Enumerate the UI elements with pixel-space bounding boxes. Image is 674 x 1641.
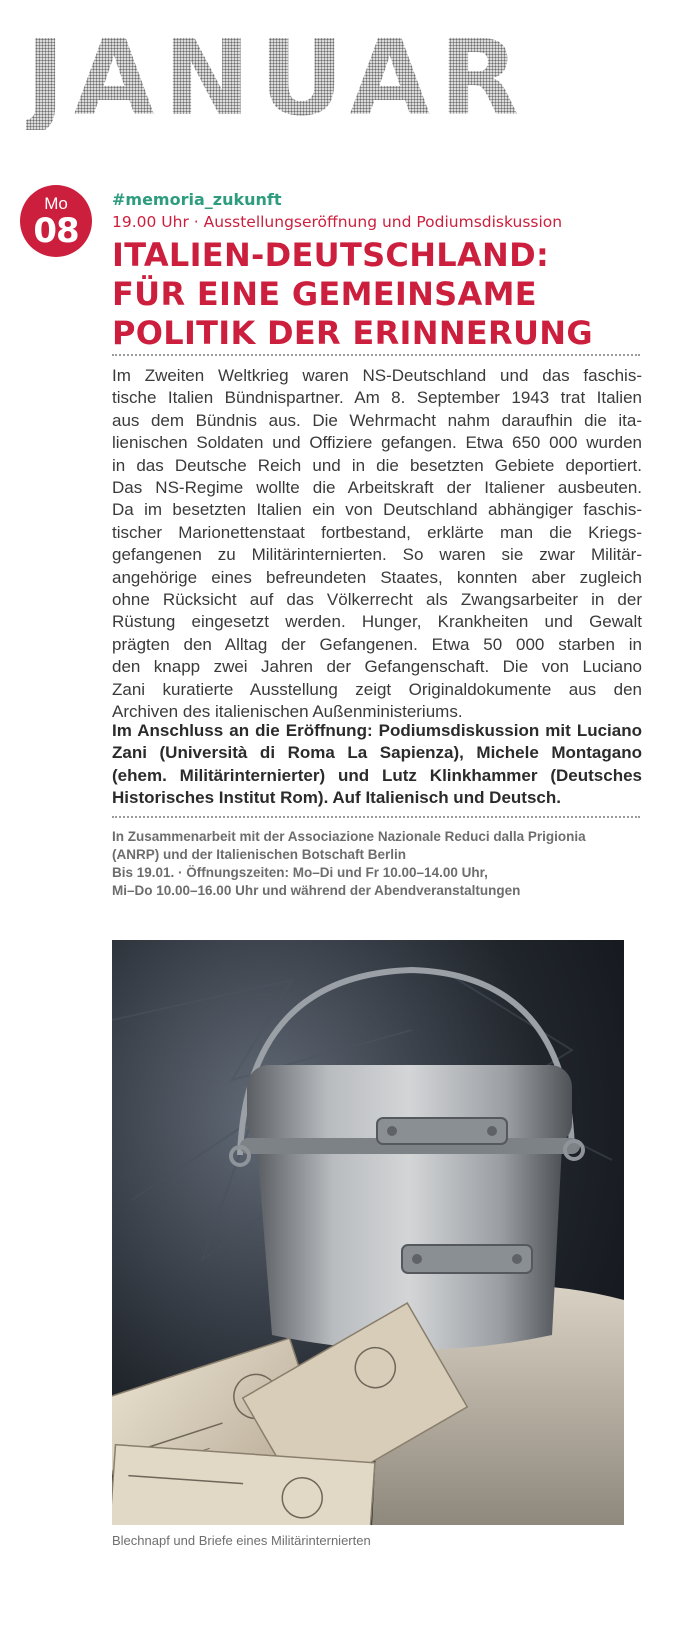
body-line: Archiven des italienischen Außenministeriums. (112, 702, 463, 722)
body-line: Rüstung eingesetzt werden. Hunger, Krankheiten und Gewalt (112, 612, 642, 632)
hashtag-link[interactable]: #memoria_zukunft (112, 190, 282, 209)
weekday-label: Mo (44, 193, 68, 213)
body-line: lienischen Soldaten und Offiziere gefangen. Etwa 650 000 wurden (112, 433, 642, 453)
body-line: den knapp zwei Jahren der Gefangenschaft. Die von Luciano (112, 657, 642, 677)
body-line: aus dem Bündnis aus. Die Wehrmacht nahm daraufhin die ita- (112, 410, 642, 430)
bold-line: Im Anschluss an die Eröffnung: Podiumsdiskussion mit Luciano (112, 721, 642, 740)
event-photo (112, 940, 624, 1525)
month-heading: JANUAR (26, 17, 529, 139)
dotted-divider-bottom (112, 816, 640, 818)
bold-line: (ehem. Militärinternierter) und Lutz Klinkhammer (Deutsches (112, 765, 642, 785)
dotted-divider-top (112, 354, 640, 356)
day-number: 08 (33, 210, 79, 251)
body-line: Zani kuratierte Ausstellung zeigt Originaldokumente aus den (112, 679, 642, 699)
event-time-type: 19.00 Uhr · Ausstellungseröffnung und Podiumsdiskussion (112, 213, 563, 231)
body-line: tische Italien Bündnispartner. Am 8. September 1943 trat Italien (112, 388, 642, 408)
description-text (112, 365, 642, 724)
body-line: Da im besetzten Italien ein von Deutschland abhängiger faschis- (112, 500, 642, 520)
panel-discussion-text (112, 720, 642, 810)
body-line: prägten den Alltag der Gefangenen. Etwa 50 000 starben in (112, 634, 642, 654)
info-line: Bis 19.01. · Öffnungszeiten: Mo–Di und Fr 10.00–14.00 Uhr, (112, 865, 488, 880)
bold-line: Zani (Università di Roma La Sapienza), Michele Montagano (112, 743, 642, 763)
body-line: ohne Rücksicht auf das Völkerrecht als Zwangsarbeiter in der (112, 590, 642, 610)
body-line: angehörige eines befreundeten Staates, konnten aber zugleich (112, 567, 642, 587)
body-line: Das NS-Regime wollte die Arbeitskraft der Italiener ausbeuten. (112, 478, 642, 498)
body-line: gefangenen zu Militärinternierten. So waren sie zwar Militär- (112, 545, 642, 565)
info-line: Mi–Do 10.00–16.00 Uhr und während der Abendveranstaltungen (112, 883, 521, 898)
mess-tin-illustration (112, 940, 624, 1525)
photo-caption: Blechnapf und Briefe eines Militärinternierten (112, 1533, 371, 1548)
title-line: ITALIEN-DEUTSCHLAND: (112, 236, 550, 274)
bold-line: Historisches Institut Rom). Auf Italienisch und Deutsch. (112, 788, 561, 808)
info-line: In Zusammenarbeit mit der Associazione Nazionale Reduci dalla Prigionia (112, 829, 586, 844)
date-badge (20, 185, 92, 257)
body-line: in das Deutsche Reich und in die besetzten Gebiete deportiert. (112, 455, 642, 475)
title-line: POLITIK DER ERINNERUNG (112, 314, 593, 352)
body-line: tischer Marionettenstaat fortbestand, erklärte man die Kriegs- (112, 522, 642, 542)
info-line: (ANRP) und der Italienischen Botschaft Berlin (112, 847, 407, 862)
body-line: Im Zweiten Weltkrieg waren NS-Deutschland und das faschis- (112, 366, 642, 385)
title-line: FÜR EINE GEMEINSAME (112, 275, 537, 313)
info-block (112, 828, 642, 900)
event-title (112, 236, 642, 353)
